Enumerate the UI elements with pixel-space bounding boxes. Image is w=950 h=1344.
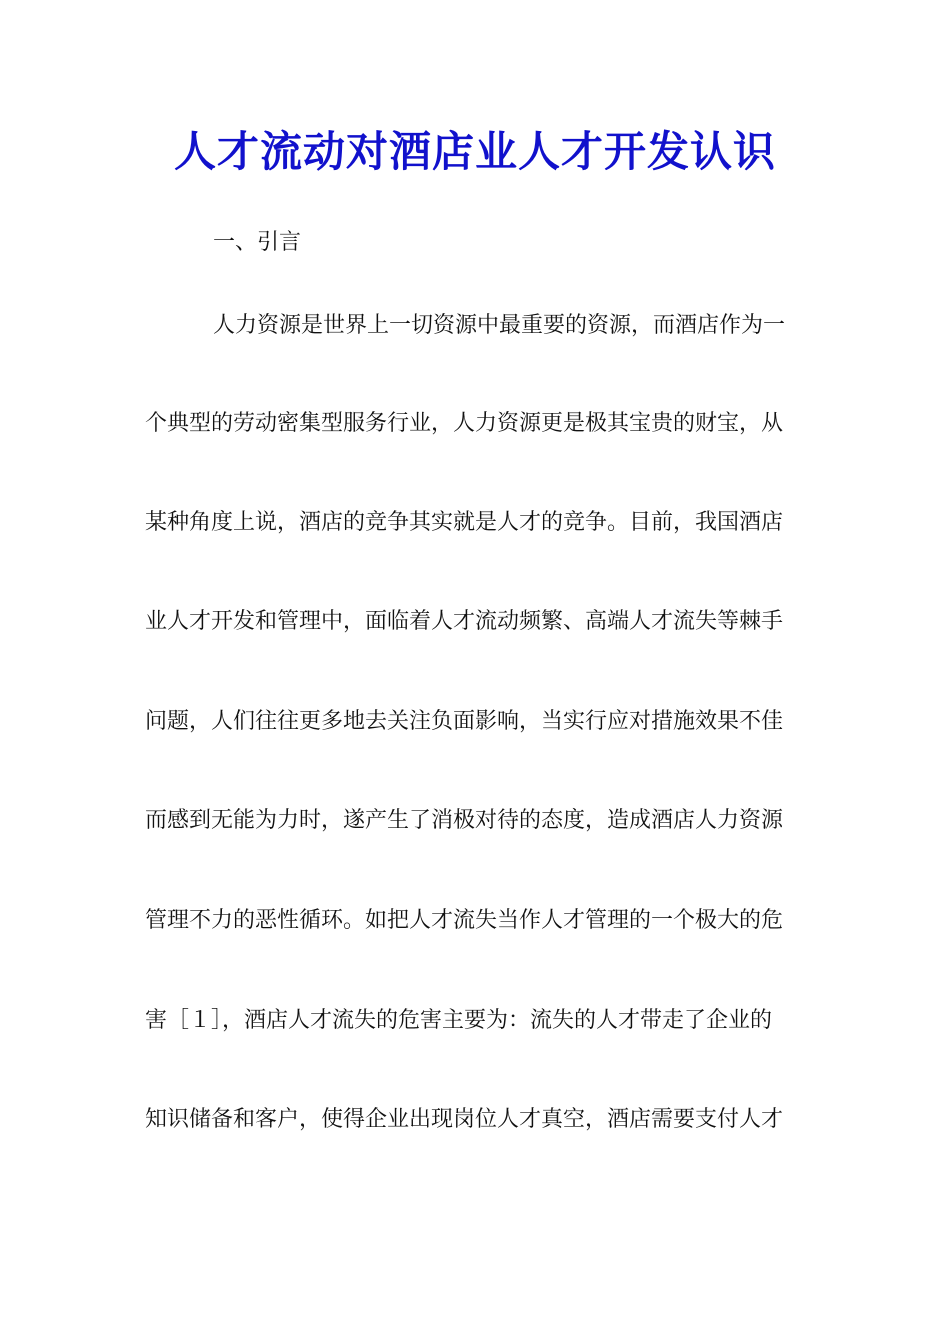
paragraph-line: 业人才开发和管理中，面临着人才流动频繁、高端人才流失等棘手 — [145, 609, 784, 634]
paragraph-line: 个典型的劳动密集型服务行业，人力资源更是极其宝贵的财宝，从 — [145, 411, 784, 436]
document-title: 人才流动对酒店业人才开发认识 — [173, 127, 776, 176]
paragraph-line: 管理不力的恶性循环。如把人才流失当作人才管理的一个极大的危 — [145, 908, 784, 933]
paragraph-line: 某种角度上说，酒店的竞争其实就是人才的竞争。目前，我国酒店 — [145, 510, 784, 535]
paragraph-line: 害［１］，酒店人才流失的危害主要为：流失的人才带走了企业的 — [145, 1008, 773, 1033]
paragraph-line: 人力资源是世界上一切资源中最重要的资源，而酒店作为一 — [213, 313, 786, 338]
paragraph-line: 知识储备和客户，使得企业出现岗位人才真空，酒店需要支付人才 — [145, 1107, 784, 1132]
paragraph-line: 而感到无能为力时，遂产生了消极对待的态度，造成酒店人力资源 — [145, 808, 784, 833]
paragraph-line: 问题，人们往往更多地去关注负面影响，当实行应对措施效果不佳 — [145, 709, 784, 734]
section-heading: 一、引言 — [213, 230, 302, 255]
